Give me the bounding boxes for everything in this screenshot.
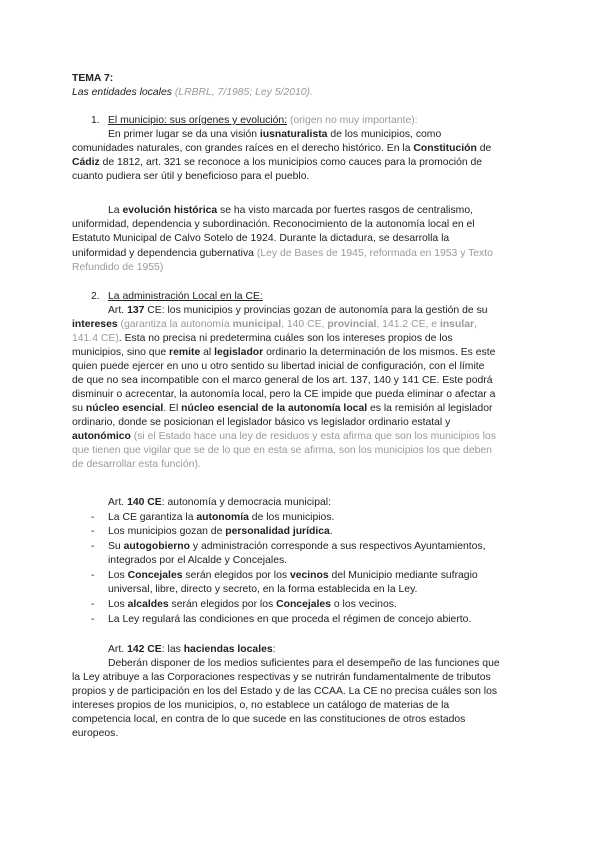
s2-p1-line: quien puede ejercer en uno u otro sentido su libertad inicial de configuración, con el límite: [72, 361, 485, 372]
doc-subtitle: [72, 86, 313, 100]
subtitle-main: Las entidades locales: [72, 87, 172, 98]
bullet-item: Los alcaldes serán elegidos por los Concejales o los vecinos.: [108, 599, 397, 610]
bullet-item: Su autogobierno y administración corresponde a sus respectivos Ayuntamientos,: [108, 541, 486, 552]
s2-p1-line: autonómico (si el Estado hace una ley de residuos y esta afirma que son los municipios los: [72, 431, 496, 442]
bullet-dash: -: [91, 599, 95, 610]
s1-p1-line: cuanto pudiera ser útil y beneficioso para el pueblo.: [72, 171, 310, 182]
s2-p1-line: 141.4 CE). Esta no precisa ni predetermina cuáles son los intereses propios de los: [72, 333, 453, 344]
s2-p1-line: Art. 137 CE: los municipios y provincias gozan de autonomía para la gestión de su: [108, 305, 488, 316]
section-1-number: 1.: [91, 115, 100, 126]
bullet-dash: -: [91, 512, 95, 523]
bullet-dash: -: [91, 614, 95, 625]
s2-p3-line: intereses propios de los municipios, o, no establece un catálogo de materias de la: [72, 700, 450, 711]
s2-p1-line: disminuir o acrecentar, la autonomía local, pero la CE impide que pueda eliminar o afectar a: [72, 389, 496, 400]
s2-p3-line: competencia local, en contra de lo que sucede en las constituciones de otros estados: [72, 714, 466, 725]
section-1-title: El municipio: sus orígenes y evolución:: [108, 115, 288, 126]
s1-p1-line: En primer lugar se da una visión iusnaturalista de los municipios, como: [108, 129, 442, 140]
bullet-dash: -: [91, 570, 95, 581]
doc-title: TEMA 7:: [72, 73, 114, 84]
s2-p1-line: de desarrollar esta función).: [72, 459, 201, 470]
bullet-item-continued: universal, libre, directo y secreto, en la forma establecida en la Ley.: [108, 584, 418, 595]
s1-p2-line: Refundido de 1955): [72, 262, 164, 273]
s2-p1-line: municipios, sino que remite al legislador ordinario la determinación de los mismos. Es este: [72, 347, 496, 358]
section-2-number: 2.: [91, 291, 100, 302]
s2-p3-line: europeos.: [72, 728, 119, 739]
bullet-dash: -: [91, 541, 95, 552]
s2-p1-line: intereses (garantiza la autonomía municipal, 140 CE, provincial, 141.2 CE, e insular,: [72, 319, 477, 330]
section-1-note: (origen no muy importante):: [289, 115, 418, 126]
s1-p2-line: uniformidad y dependencia gubernativa (Ley de Bases de 1945, reformada en 1953 y Texto: [72, 248, 493, 259]
art140-intro: Art. 140 CE: autonomía y democracia municipal:: [108, 497, 331, 508]
s1-p2-line: Estatuto Municipal de Calvo Sotelo de 1924. Durante la dictadura, se desarrolla la: [72, 233, 450, 244]
bullet-item: La CE garantiza la autonomía de los municipios.: [108, 512, 335, 523]
art142-intro: Art. 142 CE: las haciendas locales:: [108, 644, 276, 655]
subtitle-ref: (LRBRL, 7/1985; Ley 5/2010).: [174, 87, 313, 98]
bullet-item: La Ley regulará las condiciones en que proceda el régimen de concejo abierto.: [108, 614, 472, 625]
s2-p3-line: propios y de participación en los del Estado y de las CCAA. La CE no precisa cuáles son los: [72, 686, 498, 697]
s1-p2-line: La evolución histórica se ha visto marcada por fuertes rasgos de centralismo,: [108, 205, 474, 216]
s2-p1-line: ordinario, donde se posicionan el legislador básico vs legislador ordinario estatal y: [72, 417, 451, 428]
bullet-dash: -: [91, 526, 95, 537]
s1-p1-line: Cádiz de 1812, art. 321 se reconoce a los municipios como cauces para la promoción de: [72, 157, 483, 168]
s2-p3-line: Deberán disponer de los medios suficientes para el desempeño de las funciones que: [108, 658, 500, 669]
bullet-item: Los municipios gozan de personalidad jurídica.: [108, 526, 333, 537]
s2-p1-line: que tienen que vigilar que se de lo que en esta se afirma, son los municipios los que deben: [72, 445, 492, 456]
s1-p2-line: uniformidad, dependencia y subordinación. Reconocimiento de la autonomía local en el: [72, 219, 475, 230]
bullet-item-continued: integrados por el Alcalde y Concejales.: [108, 555, 288, 566]
bullet-item: Los Concejales serán elegidos por los vecinos del Municipio mediante sufragio: [108, 570, 478, 581]
s2-p1-line: de que no sea incompatible con el marco general de los art. 137, 140 y 141 CE. Este podrá: [72, 375, 493, 386]
section-1-heading: [108, 114, 418, 128]
s2-p3-line: la Ley atribuye a las Corporaciones respectivas y se nutrirán fundamentalmente de tributos: [72, 672, 491, 683]
s2-p1-line: su núcleo esencial. El núcleo esencial de la autonomía local es la remisión al legislador: [72, 403, 493, 414]
section-2-title: La administración Local en la CE:: [108, 291, 263, 302]
s1-p1-line: comunidades naturales, con grandes raíces en el derecho histórico. En la Constitución de: [72, 143, 492, 154]
